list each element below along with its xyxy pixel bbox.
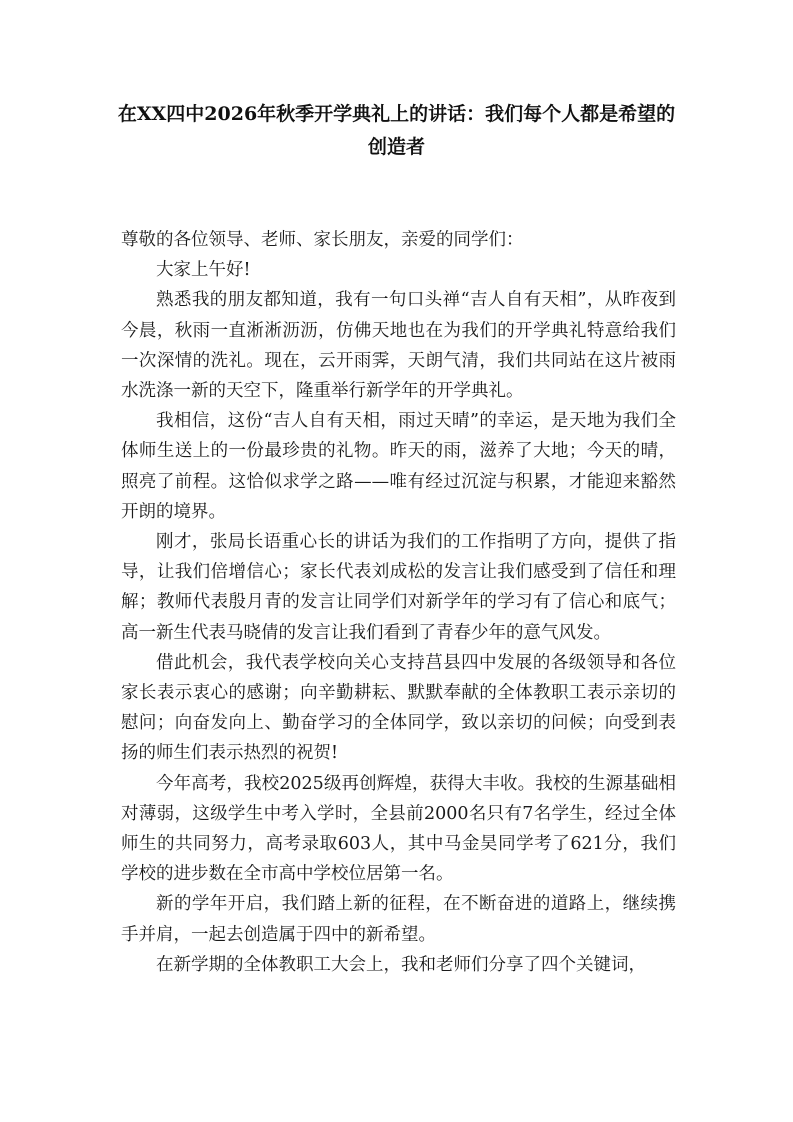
- paragraph-speeches: 刚才，张局长语重心长的讲话为我们的工作指明了方向，提供了指导，让我们倍增信心；家长代表刘成松的发言让我们感受到了信任和理解；教师代表殷月青的发言让同学们对新学年的学习有了信心和底气；高一新生代表马晓倩的发言让我们看到了青春少年的意气风发。: [121, 532, 676, 643]
- salutation: 尊敬的各位领导、老师、家长朋友，亲爱的同学们：: [121, 230, 524, 250]
- document-title: 在XX四中2026年秋季开学典礼上的讲话：我们每个人都是希望的创造者: [117, 103, 676, 158]
- paragraph-keywords: 在新学期的全体教职工大会上，我和老师们分享了四个关键词，: [156, 954, 646, 975]
- paragraph-new-year: 新的学年开启，我们踏上新的征程，在不断奋进的道路上，继续携手并肩，一起去创造属于四中的新希望。: [121, 894, 676, 945]
- paragraph-exam-results: 今年高考，我校2025级再创辉煌，获得大丰收。我校的生源基础相对薄弱，这级学生中考入学时，全县前2000名只有7名学生，经过全体师生的共同努力，高考录取603人，其中马金昊同学考了621分，我们学校的进步数在全市高中学校位居第一名。: [121, 773, 676, 885]
- document-body: [121, 225, 676, 980]
- paragraph-greeting: 大家上午好!: [156, 260, 251, 281]
- paragraph-opening: 熟悉我的朋友都知道，我有一句口头禅“吉人自有天相”，从昨夜到今晨，秋雨一直淅淅沥沥，仿佛天地也在为我们的开学典礼特意给我们一次深情的洗礼。现在，云开雨霁，天朗气清，我们共同站在这片被雨水洗涤一新的天空下，隆重举行新学年的开学典礼。: [121, 290, 676, 402]
- paragraph-thanks: 借此机会，我代表学校向关心支持莒县四中发展的各级领导和各位家长表示衷心的感谢；向辛勤耕耘、默默奉献的全体教职工表示亲切的慰问；向奋发向上、勤奋学习的全体同学，致以亲切的问候；向受到表扬的师生们表示热烈的祝贺!: [121, 652, 676, 764]
- paragraph-fortune: 我相信，这份“吉人自有天相，雨过天晴”的幸运，是天地为我们全体师生送上的一份最珍贵的礼物。昨天的雨，滋养了大地；今天的晴，照亮了前程。这恰似求学之路——唯有经过沉淀与积累，才能迎来豁然开朗的境界。: [121, 411, 676, 522]
